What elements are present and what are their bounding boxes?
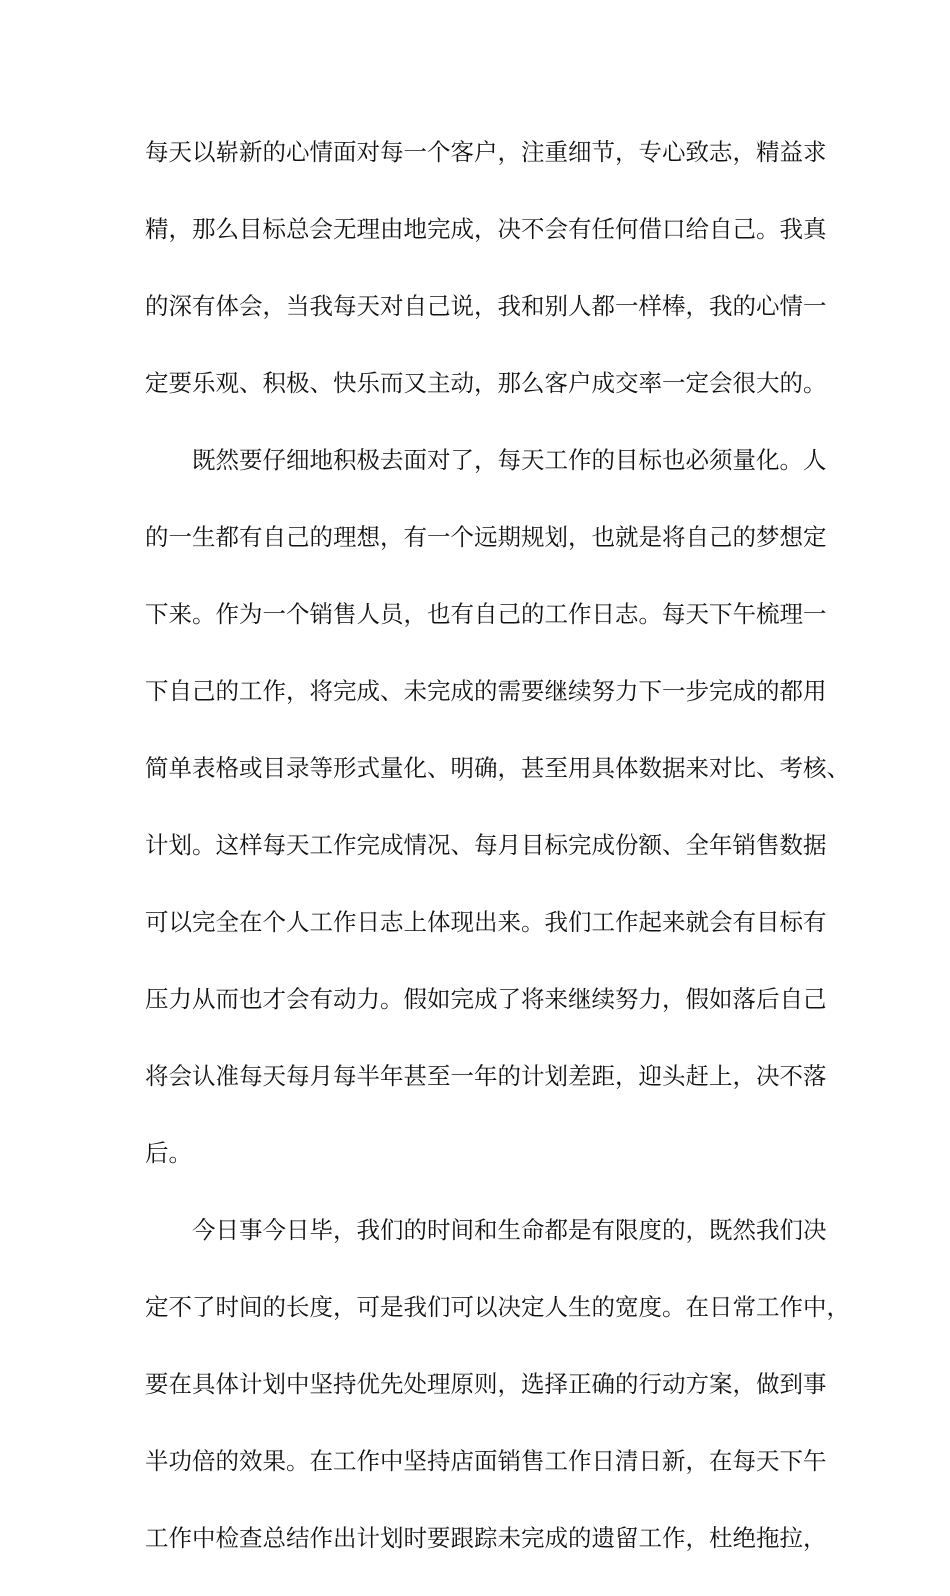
text-line: 将会认准每天每月每半年甚至一年的计划差距，迎头赶上，决不落: [145, 1062, 827, 1090]
text-line: 的深有体会，当我每天对自己说，我和别人都一样棒，我的心情一: [145, 292, 827, 320]
text-line: 要在具体计划中坚持优先处理原则，选择正确的行动方案，做到事: [145, 1370, 827, 1398]
text-line: 精，那么目标总会无理由地完成，决不会有任何借口给自己。我真: [145, 215, 827, 243]
text-line: 定要乐观、积极、快乐而又主动，那么客户成交率一定会很大的。: [145, 369, 827, 397]
text-line: 后。: [145, 1139, 192, 1167]
text-line: 计划。这样每天工作完成情况、每月目标完成份额、全年销售数据: [145, 831, 827, 859]
paragraph-first-line: 既然要仔细地积极去面对了，每天工作的目标也必须量化。人: [192, 446, 827, 474]
text-line: 每天以崭新的心情面对每一个客户，注重细节，专心致志，精益求: [145, 138, 827, 166]
document-body: [145, 133, 850, 1596]
text-line: 工作中检查总结作出计划时要跟踪未完成的遗留工作，杜绝拖拉，: [145, 1524, 827, 1552]
text-line: 半功倍的效果。在工作中坚持店面销售工作日清日新，在每天下午: [145, 1447, 827, 1475]
paragraph-first-line: 今日事今日毕，我们的时间和生命都是有限度的，既然我们决: [192, 1216, 827, 1244]
text-line: 可以完全在个人工作日志上体现出来。我们工作起来就会有目标有: [145, 908, 827, 936]
text-line: 下来。作为一个销售人员，也有自己的工作日志。每天下午梳理一: [145, 600, 827, 628]
text-line: 的一生都有自己的理想，有一个远期规划，也就是将自己的梦想定: [145, 523, 827, 551]
text-line: 定不了时间的长度，可是我们可以决定人生的宽度。在日常工作中，: [145, 1293, 850, 1321]
text-line: 简单表格或目录等形式量化、明确，甚至用具体数据来对比、考核、: [145, 754, 850, 782]
text-line: 压力从而也才会有动力。假如完成了将来继续努力，假如落后自己: [145, 985, 827, 1013]
text-line: 下自己的工作，将完成、未完成的需要继续努力下一步完成的都用: [145, 677, 827, 705]
